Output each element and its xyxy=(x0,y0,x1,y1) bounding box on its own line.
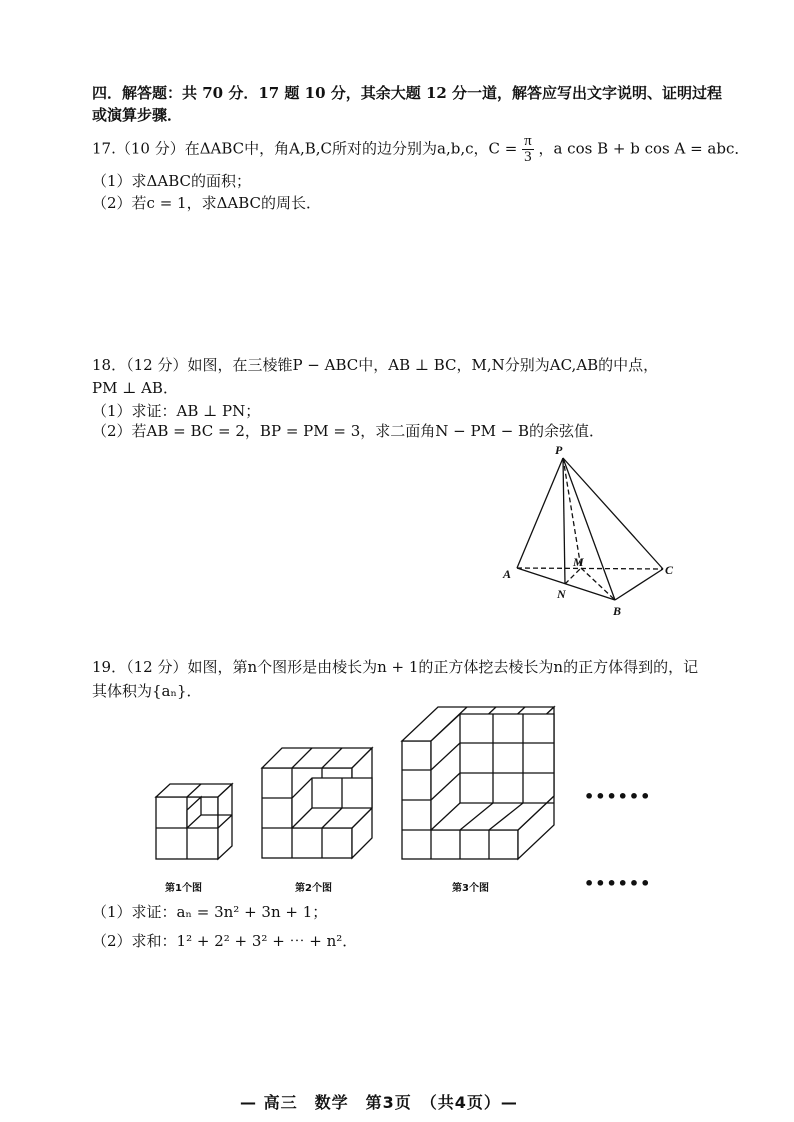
label-M: M xyxy=(573,555,584,569)
label-P: P xyxy=(555,443,563,457)
q17-part2: （2）若c = 1，求ΔABC的周长． xyxy=(92,194,322,212)
q17-part1: （1）求ΔABC的面积； xyxy=(92,172,251,190)
edge-PA xyxy=(517,458,563,568)
q18-part1: （1）求证：AB ⊥ PN； xyxy=(92,402,261,420)
q19-stem-line1: 19．（12 分）如图，第n个图形是由棱长为n + 1的正方体挖去棱长为n的正方体得到的，记 xyxy=(92,658,699,676)
cube-figures xyxy=(150,700,570,870)
q17-stem-tail: ，a cos B + b cos A = abc． xyxy=(538,139,750,158)
q18-part2: （2）若AB = BC = 2，BP = PM = 3，求二面角N − PM − B的余弦值． xyxy=(92,422,605,440)
figure-2 xyxy=(262,748,372,858)
pyramid-figure xyxy=(495,440,695,620)
label-N: N xyxy=(557,587,566,601)
edge-BC xyxy=(615,569,663,600)
q17-fraction xyxy=(522,134,534,165)
figure-3 xyxy=(402,707,554,859)
section-heading-line1: 四．解答题：共 70 分．17 题 10 分，其余大题 12 分一道，解答应写出文字说明、证明过程 xyxy=(92,84,723,102)
figure-1 xyxy=(156,784,232,859)
caption-figure-2: 第2个图 xyxy=(295,883,332,894)
q18-stem-line1: 18．（12 分）如图，在三棱锥P − ABC中，AB ⊥ BC，M,N分别为AC,AB的中点， xyxy=(92,356,659,374)
label-B: B xyxy=(613,604,622,618)
edge-AC-hidden xyxy=(517,568,663,569)
edge-PC xyxy=(563,458,663,569)
q19-part1: （1）求证：aₙ = 3n² + 3n + 1； xyxy=(92,903,328,921)
q19-stem-line2: 其体积为{aₙ}． xyxy=(92,682,202,700)
q18-stem-line2: PM ⊥ AB． xyxy=(92,379,178,397)
edge-NM-hidden xyxy=(565,568,581,584)
edge-PB xyxy=(563,458,615,600)
label-A: A xyxy=(503,567,512,581)
q17-stem xyxy=(92,134,749,165)
q19-part2: （2）求和：1² + 2² + 3² + ⋯ + n²． xyxy=(92,932,358,950)
edge-AB xyxy=(517,568,615,600)
q17-stem-head: 17.（10 分）在ΔABC中，角A,B,C所对的边分别为a,b,c，C = xyxy=(92,139,518,158)
q17-fraction-denominator: 3 xyxy=(524,149,532,165)
label-C: C xyxy=(665,563,674,577)
section-heading-line2: 或演算步骤． xyxy=(92,106,183,124)
q19-ellipsis-bottom: •••••• xyxy=(584,874,652,893)
edge-MB-hidden xyxy=(581,568,615,600)
page-footer: — 高三 数学 第3页 （共4页）— xyxy=(240,1093,518,1112)
caption-figure-1: 第1个图 xyxy=(165,883,202,894)
q17-fraction-numerator: π xyxy=(524,133,532,149)
edge-PN xyxy=(563,458,565,584)
caption-figure-3: 第3个图 xyxy=(452,883,489,894)
q19-ellipsis-top: •••••• xyxy=(584,787,652,806)
